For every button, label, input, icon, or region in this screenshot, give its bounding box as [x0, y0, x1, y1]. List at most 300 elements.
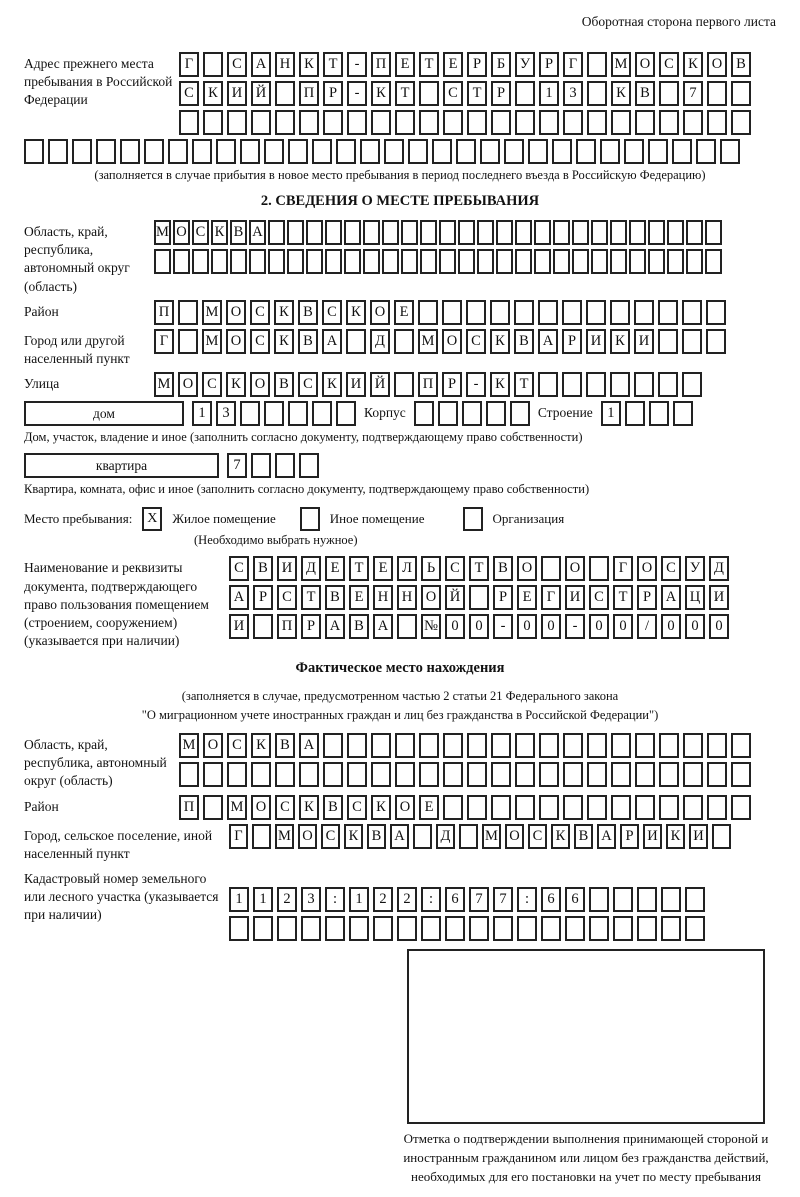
char-box [539, 795, 559, 820]
char-box: В [349, 614, 369, 639]
char-box: К [211, 220, 228, 245]
char-box [344, 249, 361, 274]
option-residential-label: Жилое помещение [172, 511, 276, 527]
char-box [459, 824, 478, 849]
char-box [420, 220, 437, 245]
char-box [397, 614, 417, 639]
char-box: И [643, 824, 662, 849]
char-box: 0 [709, 614, 729, 639]
char-box [458, 220, 475, 245]
stay-type-label: Место пребывания: [24, 511, 133, 527]
actual-district-label: Район [24, 798, 59, 814]
char-box [439, 220, 456, 245]
cadastre-block [24, 867, 776, 941]
char-box [587, 795, 607, 820]
char-box [419, 733, 439, 758]
char-box [240, 401, 260, 426]
char-box [510, 401, 530, 426]
char-box: 2 [373, 887, 393, 912]
char-box [707, 110, 727, 135]
char-box: Г [613, 556, 633, 581]
char-box [517, 916, 537, 941]
char-box [528, 139, 548, 164]
char-box: М [179, 733, 199, 758]
char-box: С [466, 329, 486, 354]
char-box: С [659, 52, 679, 77]
char-box [587, 733, 607, 758]
char-box [572, 249, 589, 274]
char-box: О [178, 372, 198, 397]
char-box [443, 795, 463, 820]
char-box: Т [467, 81, 487, 106]
char-box [515, 762, 535, 787]
char-box [635, 110, 655, 135]
char-box: О [517, 556, 537, 581]
char-box: К [274, 329, 294, 354]
char-box: К [490, 329, 510, 354]
char-box: С [589, 585, 609, 610]
char-box: К [371, 795, 391, 820]
char-box [144, 139, 164, 164]
char-box [563, 110, 583, 135]
char-box: И [634, 329, 654, 354]
char-box: И [586, 329, 606, 354]
prev-address-row-4 [24, 139, 776, 164]
char-box [515, 733, 535, 758]
char-box [178, 300, 198, 325]
char-box [469, 585, 489, 610]
district-row [154, 300, 726, 325]
char-box: М [202, 329, 222, 354]
char-box [192, 139, 212, 164]
document-row-3 [229, 614, 729, 639]
char-box: 0 [661, 614, 681, 639]
checkbox-organization [463, 507, 483, 531]
char-box: 7 [493, 887, 513, 912]
char-box [420, 249, 437, 274]
char-box [336, 139, 356, 164]
char-box: О [226, 300, 246, 325]
prev-address-caption: (заполняется в случае прибытия в новое место пребывания в период последнего въезда в Российскую Федерацию) [94, 168, 706, 182]
char-box [683, 762, 703, 787]
char-box [712, 824, 731, 849]
char-box: М [482, 824, 501, 849]
char-box: К [683, 52, 703, 77]
char-box: С [250, 329, 270, 354]
stay-type-caption: (Необходимо выбрать нужное) [194, 533, 358, 548]
char-box: 1 [349, 887, 369, 912]
char-box [467, 762, 487, 787]
char-box [264, 139, 284, 164]
char-box: 1 [601, 401, 621, 426]
char-box [395, 762, 415, 787]
char-box: - [347, 52, 367, 77]
char-box: 0 [469, 614, 489, 639]
char-box [637, 916, 657, 941]
apartment-row [227, 453, 319, 478]
char-box [360, 139, 380, 164]
street-block [24, 372, 776, 397]
char-box: 0 [613, 614, 633, 639]
char-box [382, 220, 399, 245]
city-block [24, 329, 776, 368]
char-box [268, 220, 285, 245]
char-box: К [274, 300, 294, 325]
char-box [401, 249, 418, 274]
char-box [611, 795, 631, 820]
char-box: 2 [277, 887, 297, 912]
char-box [586, 372, 606, 397]
char-box [439, 249, 456, 274]
char-box: И [346, 372, 366, 397]
char-box [477, 220, 494, 245]
char-box [203, 762, 223, 787]
char-box [346, 329, 366, 354]
stamp-caption: Отметка о подтверждении выполнения принимающей стороной и иностранным гражданином или лицом без гражданства действий, необходимых для его постановки на учет по месту пребывания [403, 1131, 769, 1184]
char-box [491, 110, 511, 135]
char-box: В [574, 824, 593, 849]
char-box [611, 762, 631, 787]
char-box: Б [491, 52, 511, 77]
char-box: К [611, 81, 631, 106]
char-box: В [514, 329, 534, 354]
char-box [576, 139, 596, 164]
char-box [611, 110, 631, 135]
char-box [587, 81, 607, 106]
char-box: О [635, 52, 655, 77]
char-box: О [637, 556, 657, 581]
city-label: Город или другой населенный пункт [24, 332, 130, 367]
char-box [538, 372, 558, 397]
char-box [552, 139, 572, 164]
char-box [179, 762, 199, 787]
char-box [301, 916, 321, 941]
char-box: Е [394, 300, 414, 325]
char-box: К [226, 372, 246, 397]
char-box: Р [493, 585, 513, 610]
char-box: А [597, 824, 616, 849]
char-box: Г [229, 824, 248, 849]
char-box [649, 401, 669, 426]
char-box [682, 372, 702, 397]
char-box: О [505, 824, 524, 849]
cadastre-label: Кадастровый номер земельного или лесного участка (указывается при наличии) [24, 871, 219, 923]
char-box [515, 110, 535, 135]
char-box [413, 824, 432, 849]
char-box [173, 249, 190, 274]
char-box [587, 762, 607, 787]
char-box [394, 372, 414, 397]
char-box [419, 81, 439, 106]
char-box [493, 916, 513, 941]
char-box [637, 887, 657, 912]
char-box [227, 110, 247, 135]
char-box [731, 762, 751, 787]
char-box: О [707, 52, 727, 77]
char-box: С [250, 300, 270, 325]
char-box: 1 [253, 887, 273, 912]
char-box [421, 916, 441, 941]
char-box [299, 762, 319, 787]
char-box [685, 887, 705, 912]
char-box [562, 300, 582, 325]
actual-city-block [24, 824, 776, 863]
char-box [600, 139, 620, 164]
char-box: 6 [445, 887, 465, 912]
char-box [661, 887, 681, 912]
char-box [648, 139, 668, 164]
char-box: С [275, 795, 295, 820]
char-box: 0 [685, 614, 705, 639]
char-box: Т [323, 52, 343, 77]
char-box: В [367, 824, 386, 849]
stamp-box [407, 949, 765, 1124]
stay-type-block [24, 507, 776, 531]
char-box: А [229, 585, 249, 610]
char-box: С [298, 372, 318, 397]
stroenie-row [601, 401, 693, 426]
char-box [438, 401, 458, 426]
char-box [24, 139, 44, 164]
char-box [659, 110, 679, 135]
char-box: С [321, 824, 340, 849]
char-box: О [251, 795, 271, 820]
char-box: М [202, 300, 222, 325]
char-box: 6 [541, 887, 561, 912]
char-box [312, 401, 332, 426]
char-box: К [371, 81, 391, 106]
char-box: К [346, 300, 366, 325]
char-box [414, 401, 434, 426]
char-box: А [249, 220, 266, 245]
char-box: В [323, 795, 343, 820]
char-box [515, 81, 535, 106]
char-box [731, 110, 751, 135]
char-box: Т [419, 52, 439, 77]
district-label: Район [24, 303, 59, 319]
char-box: О [442, 329, 462, 354]
apartment-block [24, 453, 776, 478]
char-box [432, 139, 452, 164]
char-box [515, 220, 532, 245]
char-box: Д [370, 329, 390, 354]
house-number-row [192, 401, 356, 426]
char-box [634, 372, 654, 397]
char-box [491, 762, 511, 787]
prev-address-label: Адрес прежнего места пребывания в Российской Федерации [24, 56, 173, 108]
char-box [96, 139, 116, 164]
char-box [624, 139, 644, 164]
char-box: В [298, 329, 318, 354]
char-box [591, 249, 608, 274]
region-row-2 [154, 249, 722, 274]
char-box: 6 [565, 887, 585, 912]
char-box: Е [419, 795, 439, 820]
char-box [268, 249, 285, 274]
char-box [563, 733, 583, 758]
char-box [648, 249, 665, 274]
char-box [659, 795, 679, 820]
char-box: 7 [469, 887, 489, 912]
char-box: Л [397, 556, 417, 581]
char-box: П [154, 300, 174, 325]
char-box: Р [301, 614, 321, 639]
char-box [682, 300, 702, 325]
char-box: С [227, 733, 247, 758]
char-box [658, 329, 678, 354]
char-box [458, 249, 475, 274]
char-box [418, 300, 438, 325]
char-box: Е [373, 556, 393, 581]
char-box: Т [301, 585, 321, 610]
char-box: О [421, 585, 441, 610]
char-box [252, 824, 271, 849]
prev-address-block [24, 52, 776, 135]
char-box: Т [349, 556, 369, 581]
char-box [539, 110, 559, 135]
char-box: К [299, 795, 319, 820]
char-box: О [565, 556, 585, 581]
char-box [240, 139, 260, 164]
char-box [275, 762, 295, 787]
char-box [443, 762, 463, 787]
char-box [541, 556, 561, 581]
char-box: В [325, 585, 345, 610]
char-box [610, 249, 627, 274]
char-box [419, 762, 439, 787]
char-box: П [371, 52, 391, 77]
char-box: Е [443, 52, 463, 77]
char-box [491, 733, 511, 758]
char-box: Д [709, 556, 729, 581]
char-box [264, 401, 284, 426]
char-box [443, 733, 463, 758]
char-box: Р [442, 372, 462, 397]
char-box: М [611, 52, 631, 77]
document-block [24, 556, 776, 650]
char-box: 3 [301, 887, 321, 912]
char-box: К [666, 824, 685, 849]
char-box [731, 795, 751, 820]
char-box [572, 220, 589, 245]
char-box: Р [253, 585, 273, 610]
char-box: 1 [229, 887, 249, 912]
char-box: В [230, 220, 247, 245]
region-row-1 [154, 220, 722, 245]
char-box: : [325, 887, 345, 912]
char-box [384, 139, 404, 164]
char-box [563, 762, 583, 787]
stroenie-label: Строение [537, 405, 593, 421]
char-box [634, 300, 654, 325]
char-box [491, 795, 511, 820]
char-box [230, 249, 247, 274]
char-box [325, 220, 342, 245]
char-box [227, 762, 247, 787]
char-box: К [299, 52, 319, 77]
char-box [661, 916, 681, 941]
char-box: К [203, 81, 223, 106]
char-box [565, 916, 585, 941]
char-box [168, 139, 188, 164]
char-box: М [227, 795, 247, 820]
char-box: Р [620, 824, 639, 849]
city-row [154, 329, 726, 354]
char-box: 0 [445, 614, 465, 639]
char-box [287, 220, 304, 245]
char-box [611, 733, 631, 758]
char-box [395, 110, 415, 135]
char-box: Р [539, 52, 559, 77]
char-box: К [344, 824, 363, 849]
char-box: А [373, 614, 393, 639]
char-box [275, 81, 295, 106]
char-box [323, 762, 343, 787]
char-box [562, 372, 582, 397]
char-box [179, 110, 199, 135]
char-box [347, 762, 367, 787]
char-box [706, 329, 726, 354]
cadastre-row-1 [229, 887, 705, 912]
char-box: И [229, 614, 249, 639]
char-box [312, 139, 332, 164]
char-box: И [277, 556, 297, 581]
char-box: Е [395, 52, 415, 77]
char-box: Ь [421, 556, 441, 581]
char-box [419, 110, 439, 135]
section3-title: Фактическое место нахождения [295, 660, 505, 677]
char-box [563, 795, 583, 820]
char-box [466, 300, 486, 325]
char-box: С [229, 556, 249, 581]
section2-title: 2. СВЕДЕНИЯ О МЕСТЕ ПРЕБЫВАНИЯ [260, 193, 540, 209]
char-box [504, 139, 524, 164]
char-box [610, 300, 630, 325]
char-box [635, 733, 655, 758]
char-box: Д [436, 824, 455, 849]
char-box [589, 556, 609, 581]
char-box [203, 52, 223, 77]
char-box: 0 [589, 614, 609, 639]
char-box [251, 762, 271, 787]
char-box: Н [397, 585, 417, 610]
char-box: : [421, 887, 441, 912]
house-caption: Дом, участок, владение и иное (заполнить согласно документу, подтверждающему право собственности) [24, 430, 583, 445]
char-box [496, 220, 513, 245]
char-box: К [251, 733, 271, 758]
char-box [589, 916, 609, 941]
char-box [347, 733, 367, 758]
char-box [707, 733, 727, 758]
char-box [336, 401, 356, 426]
char-box [325, 916, 345, 941]
char-box: 1 [192, 401, 212, 426]
char-box [613, 887, 633, 912]
char-box: А [538, 329, 558, 354]
char-box [534, 249, 551, 274]
char-box: О [298, 824, 317, 849]
char-box: Р [491, 81, 511, 106]
char-box: Н [373, 585, 393, 610]
char-box [539, 762, 559, 787]
char-box [707, 81, 727, 106]
char-box: Г [179, 52, 199, 77]
stamp-area [370, 949, 800, 1187]
prev-address-row-3 [179, 110, 751, 135]
char-box [682, 329, 702, 354]
char-box: С [347, 795, 367, 820]
char-box: Р [637, 585, 657, 610]
